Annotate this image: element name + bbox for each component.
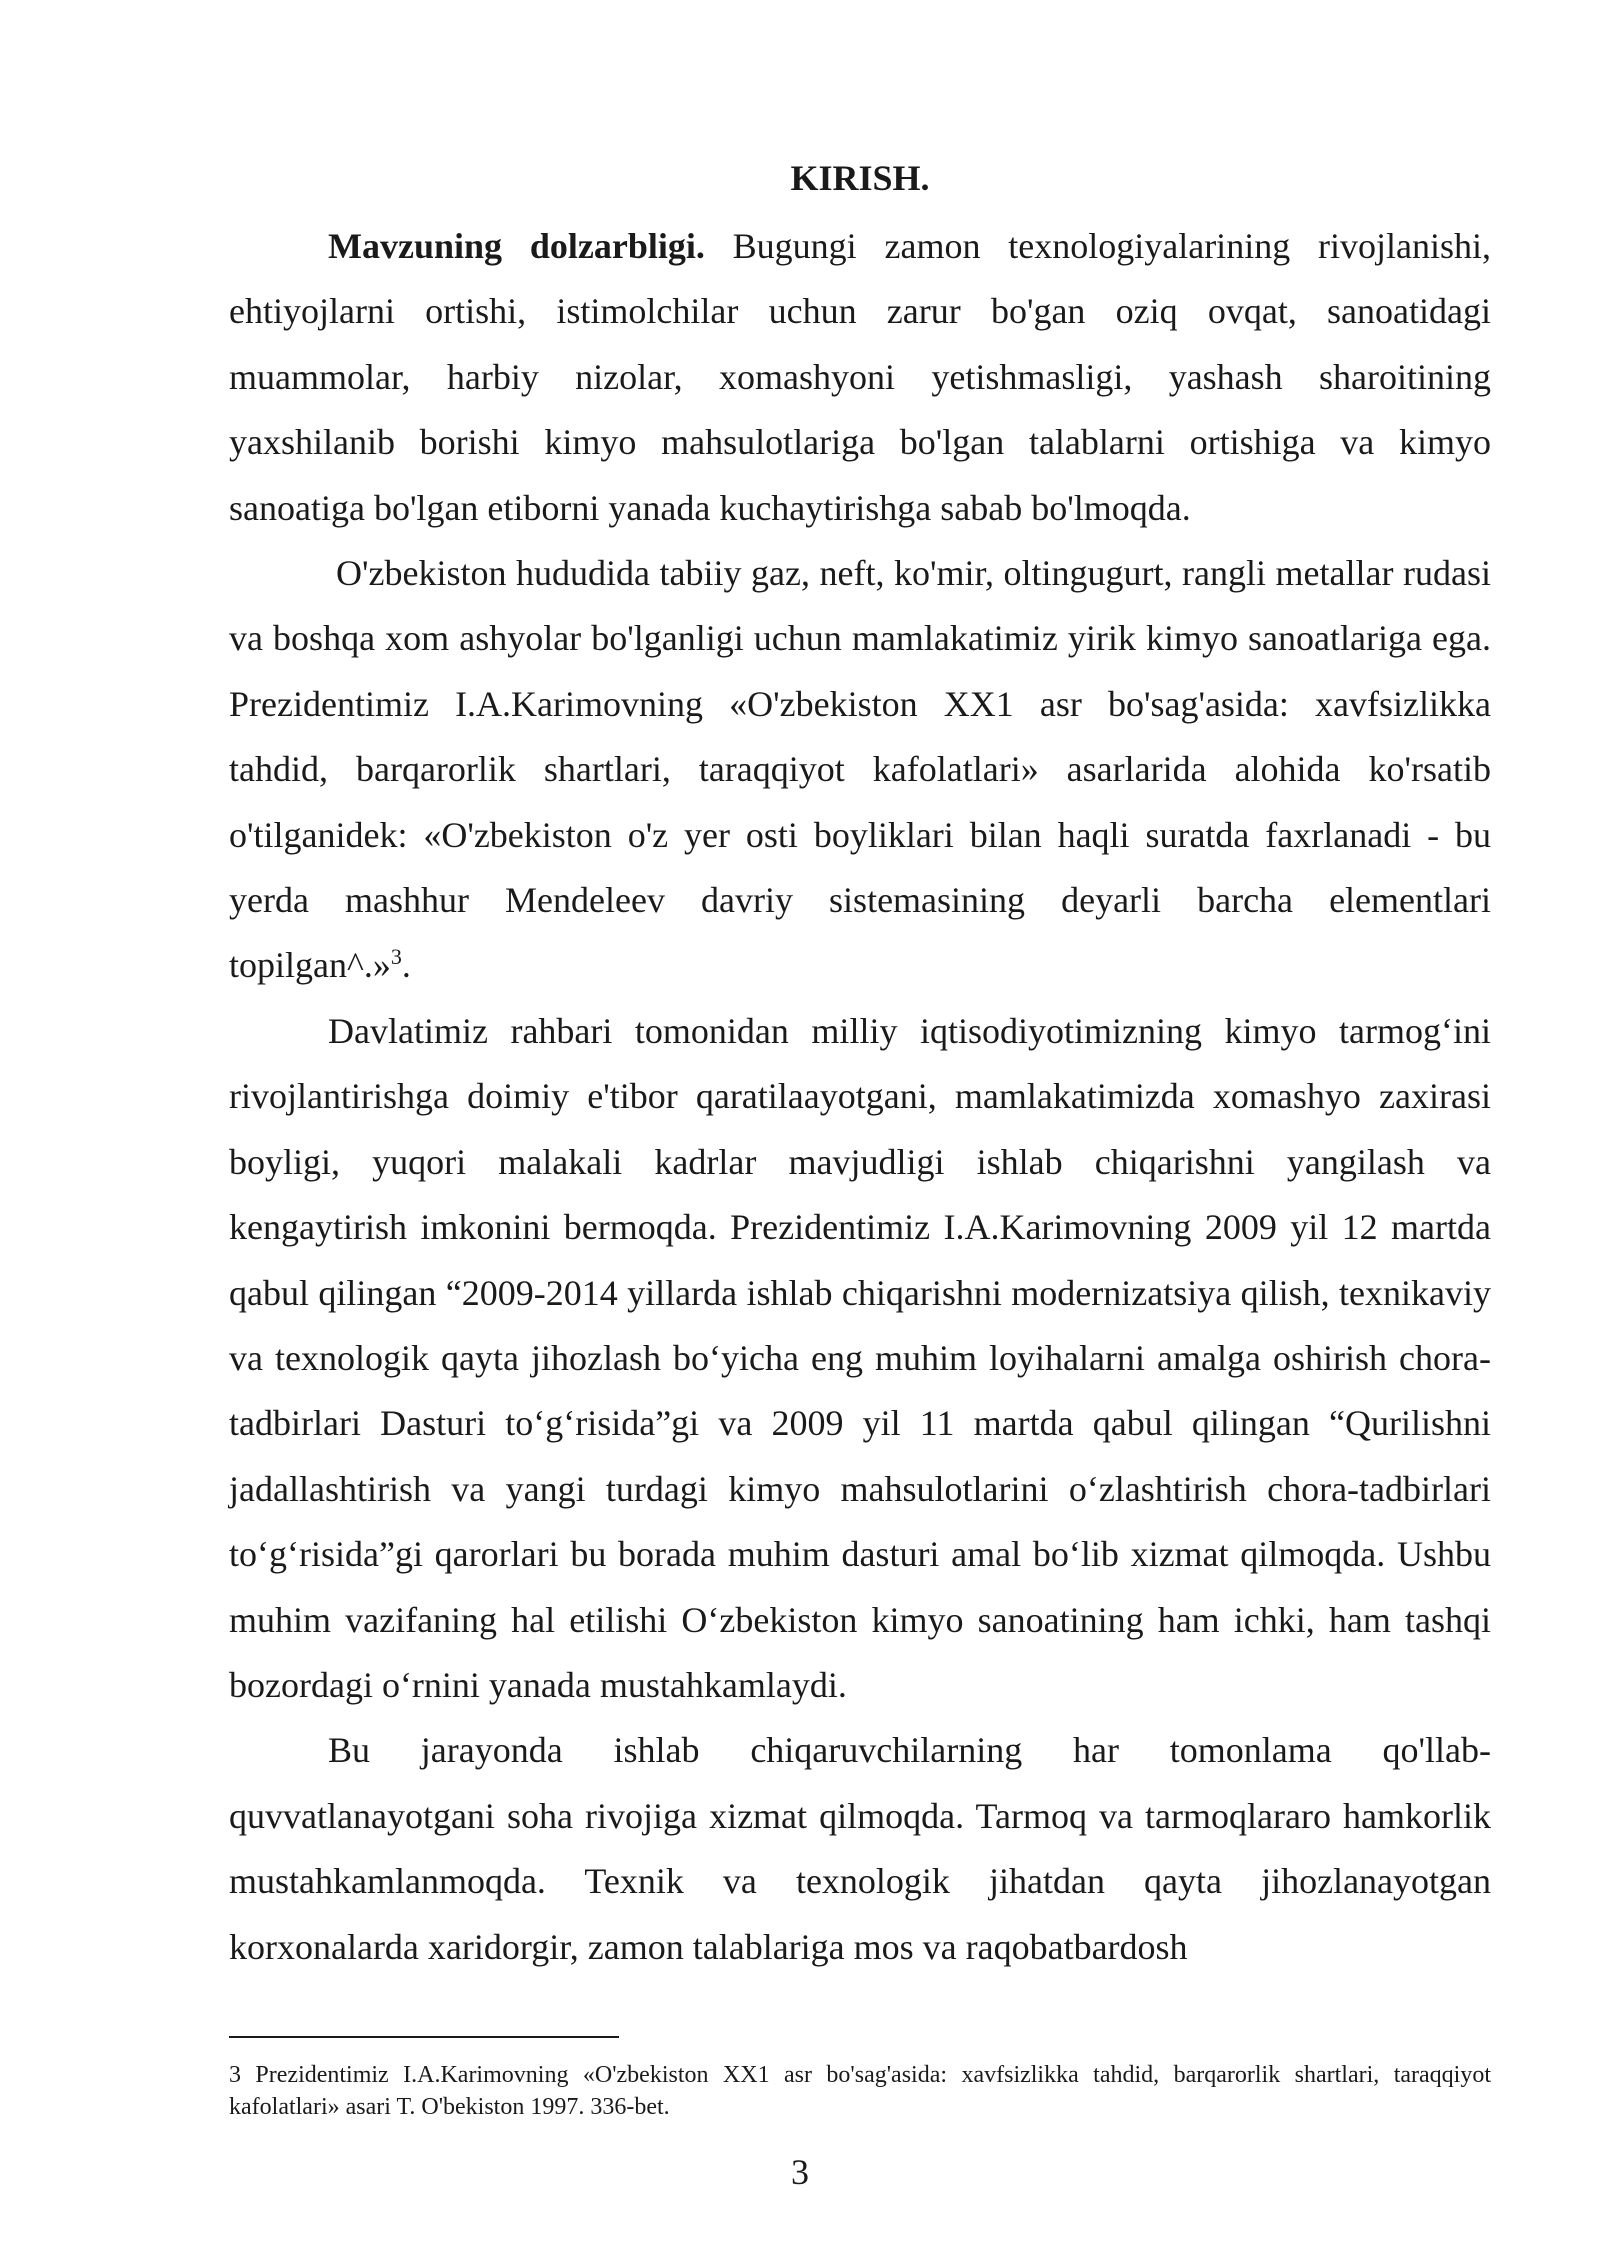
paragraph-text: Bu jarayonda ishlab chiqaruvchilarning har tomonlama qo'llab-quvvatlanayotgani soha rivojiga xizmat qilmoqda. Tarmoq va tarmoqlararo hamkorlik mustahkamlanmoqda. Texnik va texnologik jihatdan qayta jihozlanayotgan korxonalarda xaridorgir, zamon talablariga mos va raqobatbardosh [229,1730,1491,1967]
page-body [229,150,1491,1980]
footnote: 3 Prezidentimiz I.A.Karimovning «O'zbekiston XX1 asr bo'sag'asida: xavfsizlikka tahdid, barqarorlik shartlari, taraqqiyot kafolatlari» asari T. O'bekiston 1997. 336-bet. [229,2062,1491,2120]
paragraph-text: Bugungi zamon texnologiyalarining rivojlanishi, ehtiyojlarni ortishi, istimolchilar uchun zarur bo'gan oziq ovqat, sanoatidagi muammolar, harbiy nizolar, xomashyoni yetishmasligi, yashash sharoitining yaxshilanib borishi kimyo mahsulotlariga bo'lgan talablarni ortishiga va kimyo sanoatiga bo'lgan etiborni yanada kuchaytirishga sabab bo'lmoqda. [229,226,1491,528]
paragraph-relevance [229,214,1491,541]
page-number: 3 [791,2152,809,2192]
paragraph-resources [229,541,1491,999]
footnote-reference[interactable]: 3 [390,944,402,970]
paragraph-policy [229,999,1491,1718]
paragraph-support [229,1718,1491,1980]
paragraph-text: O'zbekiston hududida tabiiy gaz, neft, ko'mir, oltingugurt, rangli metallar rudasi va boshqa xom ashyolar bo'lganligi uchun mamlakatimiz yirik kimyo sanoatlariga ega. Prezidentimiz I.A.Karimovning «O'zbekiston XX1 asr bo'sag'asida: xavfsizlikka tahdid, barqarorlik shartlari, taraqqiyot kafolatlari» asarlarida alohida ko'rsatib o'tilganidek: «O'zbekiston o'z yer osti boyliklari bilan haqli suratda faxrlanadi - bu yerda mashhur Mendeleev davriy sistemasining deyarli barcha elementlari topilgan^.» [229,553,1491,986]
page-title: KIRISH. [790,158,930,198]
paragraph-lead: Mavzuning dolzarbligi. [328,226,705,266]
paragraph-text-end: . [401,945,411,986]
footnote-separator [229,2036,619,2038]
paragraph-text: Davlatimiz rahbari tomonidan milliy iqtisodiyotimizning kimyo tarmog‘ini rivojlantirishga doimiy e'tibor qaratilaayotgani, mamlakatimizda xomashyo zaxirasi boyligi, yuqori malakali kadrlar mavjudligi ishlab chiqarishni yangilash va kengaytirish imkonini bermoqda. Prezidentimiz I.A.Karimovning 2009 yil 12 martda qabul qilingan “2009-2014 yillarda ishlab chiqarishni modernizatsiya qilish, texnikaviy va texnologik qayta jihozlash bo‘yicha eng muhim loyihalarni amalga oshirish chora-tadbirlari Dasturi to‘g‘risida”gi va 2009 yil 11 martda qabul qilingan “Qurilishni jadallashtirish va yangi turdagi kimyo mahsulotlarini o‘zlashtirish chora-tadbirlari to‘g‘risida”gi qarorlari bu borada muhim dasturi amal bo‘lib xizmat qilmoqda. Ushbu muhim vazifaning hal etilishi O‘zbekiston kimyo sanoatining ham ichki, ham tashqi bozordagi o‘rnini yanada mustahkamlaydi. [229,1010,1491,1705]
